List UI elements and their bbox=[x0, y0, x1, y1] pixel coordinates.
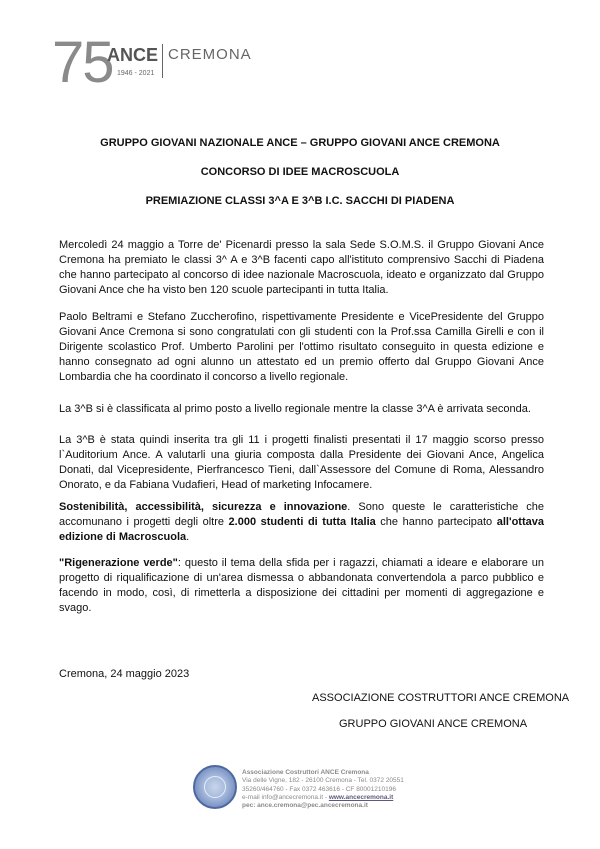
signature-group: GRUPPO GIOVANI ANCE CREMONA bbox=[339, 718, 528, 730]
seal-inner-ring bbox=[204, 776, 226, 798]
themes-text-2: che hanno partecipato bbox=[375, 516, 497, 528]
heading-contest: CONCORSO DI IDEE MACROSCUOLA bbox=[200, 166, 400, 178]
paragraph-themes-text bbox=[59, 500, 544, 545]
paragraph-challenge bbox=[59, 556, 544, 616]
heading-group: GRUPPO GIOVANI NAZIONALE ANCE – GRUPPO GIOVANI ANCE CREMONA bbox=[100, 137, 500, 149]
footer-pec: pec: ance.cremona@pec.ancecremona.it bbox=[242, 802, 368, 810]
paragraph-challenge-text bbox=[59, 556, 544, 616]
footer-fax: 35260/464760 - Fax 0372 463616 - CF 80001210196 bbox=[242, 785, 396, 793]
paragraph-ranking-text: La 3^B si è classificata al primo posto a livello regionale mentre la classe 3^A è arrivata seconda. bbox=[59, 403, 531, 415]
paragraph-congratulations-text: Paolo Beltrami e Stefano Zuccherofino, rispettivamente Presidente e VicePresidente del Gruppo Giovani Ance Cremona si sono congratulati con gli studenti con la Prof.ssa Camilla Girelli e con il Dirigente scolastico Prof. Umberto Parolini per l'ottimo risultato conseguito in questa edizione e hanno consegnato ad ogni alunno un attestato ed un premio offerto dal Gruppo Giovani Ance Lombardia che ha coordinato il concorso a livello regionale. bbox=[59, 311, 544, 383]
challenge-bold: "Rigenerazione verde" bbox=[59, 557, 178, 569]
paragraph-finalists bbox=[59, 433, 544, 493]
logo-divider bbox=[162, 44, 163, 78]
paragraph-intro-text: Mercoledì 24 maggio a Torre de' Picenardi presso la sala Sede S.O.M.S. il Gruppo Giovani Ance Cremona ha premiato le classi 3^ A e 3^B facenti capo all'istituto comprensivo Sacchi di Piadena che hanno partecipato al concorso di idee nazionale Macroscuola, ideato e organizzato dal Gruppo Giovani Ance che ha visto ben 120 scuole partecipanti in tutta Italia. bbox=[59, 239, 544, 296]
challenge-text: : questo il tema della sfida per i ragazzi, chiamati a ideare e elaborare un progetto di riqualificazione di un'area dismessa o abbandonata convertendola a parco pubblico e facendo in modo, così, di rimetterla a disposizione dei cittadini per momenti di aggregazione e svago. bbox=[59, 557, 544, 614]
themes-bold-3: all'ottava edizione di Macroscuola bbox=[59, 516, 544, 543]
paragraph-ranking bbox=[59, 402, 544, 417]
logo-years: 1946 - 2021 bbox=[117, 70, 155, 77]
footer-email: e-mail info@ancecremona.it - bbox=[242, 793, 329, 801]
paragraph-intro bbox=[59, 238, 544, 298]
themes-bold-1: Sostenibilità, accessibilità, sicurezza e innovazione bbox=[59, 501, 348, 513]
paragraph-congratulations bbox=[59, 310, 544, 385]
signature-association: ASSOCIAZIONE COSTRUTTORI ANCE CREMONA bbox=[312, 692, 570, 704]
paragraph-finalists-text: La 3^B è stata quindi inserita tra gli 11 i progetti finalisti presentati il 17 maggio scorso presso l`Auditorium Ance. A valutarli una giuria composta dalla Presidente dei Giovani Ance, Angelica Donati, dal Vicepresidente, Pierfrancesco Tieni, dall`Assessore del Comune di Roma, Alessandro Onorato, e da Fabiana Vudafieri, Head of marketing Infocamere. bbox=[59, 434, 544, 491]
paragraph-themes bbox=[59, 500, 544, 545]
logo-brand: ANCE bbox=[107, 45, 159, 65]
heading-award: PREMIAZIONE CLASSI 3^A E 3^B I.C. SACCHI DI PIADENA bbox=[145, 195, 455, 207]
themes-bold-2: 2.000 studenti di tutta Italia bbox=[228, 516, 376, 528]
themes-text-1: . Sono queste le caratteristiche che accomunano i progetti degli oltre bbox=[59, 501, 545, 528]
themes-text-3: . bbox=[186, 531, 190, 543]
logo-anniversary-number: 75 bbox=[52, 30, 113, 95]
footer-address: Via delle Vigne, 182 - 26100 Cremona - Tel. 0372 20551 bbox=[242, 777, 404, 785]
footer-website-link[interactable]: www.ancecremona.it bbox=[328, 793, 394, 801]
association-seal-icon bbox=[193, 765, 237, 809]
ance-cremona-logo bbox=[52, 30, 252, 96]
footer-name: Associazione Costruttori ANCE Cremona bbox=[242, 769, 369, 776]
footer-email-line bbox=[242, 794, 404, 802]
logo-city: CREMONA bbox=[168, 46, 252, 63]
footer-contacts bbox=[242, 769, 404, 810]
date-line: Cremona, 24 maggio 2023 bbox=[59, 668, 190, 680]
